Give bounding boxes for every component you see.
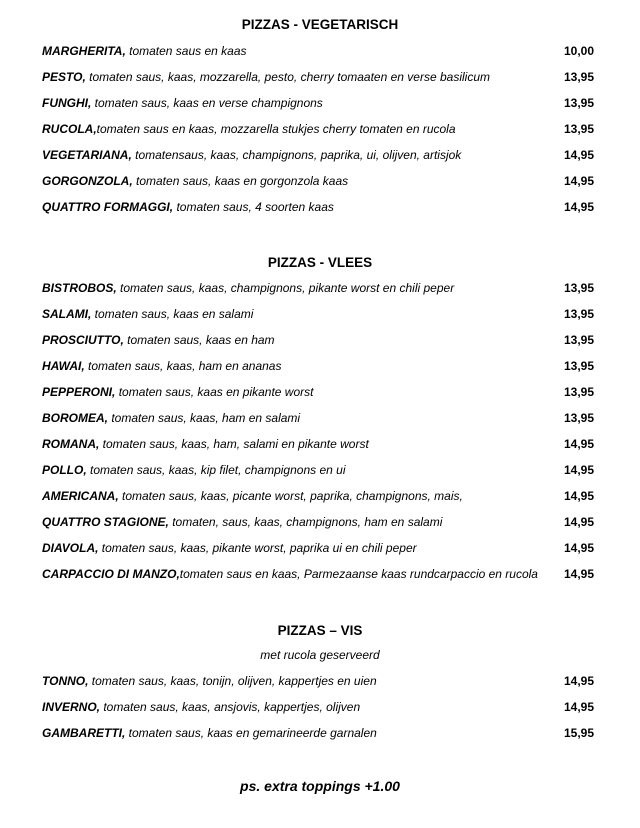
- menu-item-line: [42, 457, 345, 483]
- menu-item-name: AMERICANA,: [42, 489, 119, 503]
- menu-item-line: [42, 301, 253, 327]
- menu-item-name: VEGETARIANA,: [42, 148, 132, 162]
- menu-item: [0, 379, 640, 405]
- section-vis: [0, 620, 640, 746]
- menu-item-price: 13,95: [563, 70, 594, 84]
- menu-item-price: 14,95: [563, 674, 594, 688]
- menu-item-line: [42, 90, 323, 116]
- menu-item-name: PEPPERONI,: [42, 385, 116, 399]
- menu-item-name: QUATTRO STAGIONE,: [42, 515, 169, 529]
- menu-item: [0, 431, 640, 457]
- menu-item-line: [42, 694, 360, 720]
- section-title: PIZZAS - VLEES: [267, 255, 373, 270]
- menu-item-price: 13,95: [563, 333, 594, 347]
- menu-item-name: GAMBARETTI,: [42, 726, 126, 740]
- menu-item-line: [42, 561, 538, 587]
- menu-item-line: [42, 509, 442, 535]
- menu-item: [0, 535, 640, 561]
- menu-item: [0, 483, 640, 509]
- menu-item-name: INVERNO,: [42, 700, 101, 714]
- menu-item-price: 14,95: [563, 437, 594, 451]
- menu-list: [0, 668, 640, 746]
- menu-item-name: BOROMEA,: [42, 411, 108, 425]
- menu-item-name: HAWAI,: [42, 359, 85, 373]
- menu-item-description: tomaten saus, kaas, tonijn, olijven, kappertjes en uien: [88, 674, 377, 688]
- menu-item-description: tomaten, saus, kaas, champignons, ham en salami: [168, 515, 443, 529]
- menu-item-description: tomaten saus, kaas en gemarineerde garnalen: [125, 726, 377, 740]
- menu-item-line: [42, 431, 369, 457]
- menu-item-line: [42, 275, 454, 301]
- menu-item-name: GORGONZOLA,: [42, 174, 133, 188]
- menu-item: [0, 64, 640, 90]
- menu-item: [0, 38, 640, 64]
- menu-item-name: BISTROBOS,: [42, 281, 117, 295]
- menu-item-description: tomaten saus, kaas, ham en ananas: [84, 359, 282, 373]
- menu-item-line: [42, 379, 313, 405]
- menu-item-name: PESTO,: [42, 70, 86, 84]
- menu-item-line: [42, 327, 275, 353]
- menu-item-price: 14,95: [563, 463, 594, 477]
- menu-item-description: tomaten saus, kaas, picante worst, paprika, champignons, mais,: [118, 489, 463, 503]
- menu-item-description: tomaten saus en kaas, Parmezaanse kaas rundcarpaccio en rucola: [179, 567, 538, 581]
- menu-list: [0, 38, 640, 220]
- menu-item-price: 13,95: [563, 307, 594, 321]
- menu-item: [0, 194, 640, 220]
- menu-item-price: 13,95: [563, 385, 594, 399]
- section-vegetarisch: [0, 14, 640, 220]
- menu-item-name: MARGHERITA,: [42, 44, 126, 58]
- extra-toppings-note: ps. extra toppings +1.00: [240, 778, 400, 794]
- section-subtitle: met rucola geserveerd: [260, 648, 380, 662]
- menu-item: [0, 353, 640, 379]
- menu-item-name: POLLO,: [42, 463, 87, 477]
- menu-item-name: QUATTRO FORMAGGI,: [42, 200, 174, 214]
- menu-item-name: ROMANA,: [42, 437, 100, 451]
- menu-item: [0, 301, 640, 327]
- menu-item-description: tomaten saus, kaas en salami: [91, 307, 254, 321]
- menu-item-price: 14,95: [563, 700, 594, 714]
- menu-item-price: 13,95: [563, 411, 594, 425]
- menu-item: [0, 561, 640, 587]
- menu-item-line: [42, 194, 334, 220]
- menu-item-price: 14,95: [563, 541, 594, 555]
- menu-item: [0, 116, 640, 142]
- menu-item-description: tomaten saus, kaas en ham: [123, 333, 275, 347]
- menu-item: [0, 694, 640, 720]
- menu-item-description: tomaten saus, kaas, ham en salami: [108, 411, 301, 425]
- menu-item-line: [42, 535, 417, 561]
- menu-item-price: 13,95: [563, 281, 594, 295]
- section-title: PIZZAS - VEGETARISCH: [241, 17, 399, 32]
- menu-item-price: 14,95: [563, 174, 594, 188]
- menu-item-line: [42, 720, 377, 746]
- menu-item: [0, 90, 640, 116]
- menu-item-description: tomaten saus, kaas, ham, salami en pikante worst: [99, 437, 369, 451]
- menu-item-line: [42, 38, 247, 64]
- menu-item: [0, 668, 640, 694]
- menu-item-price: 14,95: [563, 148, 594, 162]
- menu-item-name: CARPACCIO DI MANZO,: [42, 567, 180, 581]
- menu-item: [0, 142, 640, 168]
- menu-item-description: tomaten saus, kaas en verse champignons: [91, 96, 323, 110]
- menu-item-line: [42, 116, 456, 142]
- menu-item-price: 13,95: [563, 359, 594, 373]
- menu-item: [0, 405, 640, 431]
- menu-item-description: tomatensaus, kaas, champignons, paprika, ui, olijven, artisjok: [131, 148, 462, 162]
- menu-item: [0, 168, 640, 194]
- menu-item-line: [42, 64, 490, 90]
- menu-list: [0, 275, 640, 587]
- menu-item-line: [42, 668, 377, 694]
- menu-item-description: tomaten saus, 4 soorten kaas: [173, 200, 334, 214]
- menu-item-description: tomaten saus, kaas, pikante worst, paprika ui en chili peper: [98, 541, 417, 555]
- menu-item-price: 13,95: [563, 96, 594, 110]
- menu-item-price: 13,95: [563, 122, 594, 136]
- menu-item: [0, 509, 640, 535]
- menu-item-name: PROSCIUTTO,: [42, 333, 124, 347]
- menu-item-line: [42, 483, 463, 509]
- menu-item-line: [42, 405, 300, 431]
- menu-item-name: FUNGHI,: [42, 96, 92, 110]
- menu-item-name: TONNO,: [42, 674, 89, 688]
- menu-item-description: tomaten saus en kaas: [125, 44, 247, 58]
- menu-item-price: 14,95: [563, 515, 594, 529]
- section-vlees: [0, 252, 640, 587]
- menu-item-line: [42, 353, 281, 379]
- menu-item-line: [42, 142, 461, 168]
- menu-item-description: tomaten saus, kaas, mozzarella, pesto, cherry tomaaten en verse basilicum: [85, 70, 490, 84]
- menu-item: [0, 275, 640, 301]
- menu-item-price: 14,95: [563, 567, 594, 581]
- menu-item-description: tomaten saus, kaas en gorgonzola kaas: [132, 174, 349, 188]
- menu-item-description: tomaten saus en kaas, mozzarella stukjes cherry tomaten en rucola: [96, 122, 456, 136]
- menu-item-price: 10,00: [563, 44, 594, 58]
- menu-item-price: 15,95: [563, 726, 594, 740]
- menu-item: [0, 720, 640, 746]
- menu-item: [0, 327, 640, 353]
- menu-item-name: RUCOLA,: [42, 122, 97, 136]
- menu-item-description: tomaten saus, kaas, kip filet, champignons en ui: [86, 463, 346, 477]
- menu-item-line: [42, 168, 348, 194]
- menu-item-price: 14,95: [563, 200, 594, 214]
- menu-item-name: SALAMI,: [42, 307, 92, 321]
- menu-item-description: tomaten saus, kaas, champignons, pikante worst en chili peper: [116, 281, 455, 295]
- menu-item: [0, 457, 640, 483]
- menu-item-name: DIAVOLA,: [42, 541, 99, 555]
- menu-item-price: 14,95: [563, 489, 594, 503]
- menu-item-description: tomaten saus, kaas en pikante worst: [115, 385, 314, 399]
- section-title: PIZZAS – VIS: [277, 623, 363, 638]
- menu-item-description: tomaten saus, kaas, ansjovis, kappertjes, olijven: [100, 700, 361, 714]
